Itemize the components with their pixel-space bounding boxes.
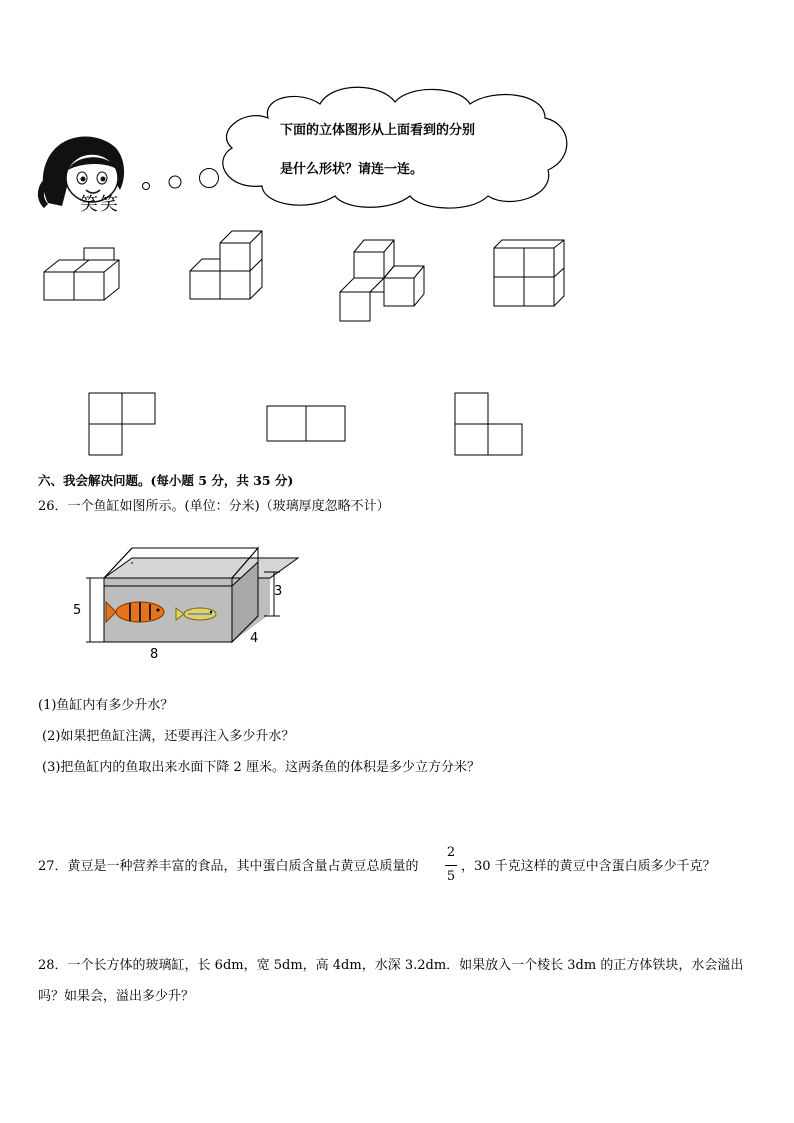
solid-figure-4 — [492, 238, 572, 310]
q26-sub1: (1)鱼缸内有多少升水？ — [38, 698, 174, 713]
q27-frac-bar — [445, 865, 457, 866]
cloud-text-line2: 是什么形状？请连一连。 — [280, 162, 424, 177]
solid-figure-2 — [190, 228, 270, 303]
top-view-shape-2 — [266, 405, 348, 443]
dim-length-label: 8 — [150, 647, 159, 662]
solid-figure-1 — [44, 244, 124, 304]
q27-fraction — [443, 846, 459, 886]
q26-sub3: (3)把鱼缸内的鱼取出来水面下降 2 厘米。这两条鱼的体积是多少立方分米？ — [42, 760, 480, 775]
solid-figure-3 — [340, 238, 430, 324]
q27-text-before: 27．黄豆是一种营养丰富的食品，其中蛋白质含量占黄豆总质量的 — [38, 859, 419, 874]
thought-bubbles — [0, 0, 794, 240]
dim-water-label: 3 — [274, 584, 283, 599]
q27-text-after: ，30 千克这样的黄豆中含蛋白质多少千克？ — [461, 859, 716, 874]
section-heading: 六、我会解决问题。(每小题 5 分，共 35 分) — [38, 473, 294, 488]
cloud-text-line1: 下面的立体图形从上面看到的分别 — [280, 123, 476, 138]
q27-frac-den: 5 — [446, 869, 456, 884]
q26-stem: 26．一个鱼缸如图所示。(单位：分米)（玻璃厚度忽略不计） — [38, 499, 390, 514]
dim-height-label: 5 — [73, 603, 82, 618]
q26-sub2: (2)如果把鱼缸注满，还要再注入多少升水？ — [42, 729, 295, 744]
dim-width-label: 4 — [250, 631, 259, 646]
girl-caption: 笑笑 — [80, 194, 120, 215]
speech-cloud — [223, 87, 567, 208]
q27-frac-num: 2 — [446, 845, 456, 860]
top-view-shape-1 — [88, 392, 158, 456]
q28-line1: 28．一个长方体的玻璃缸，长 6dm，宽 5dm，高 4dm，水深 3.2dm．如果放入一个棱长 3dm 的正方体铁块，水会溢出 — [38, 958, 744, 973]
q28-line2: 吗？如果会，溢出多少升？ — [38, 989, 195, 1004]
fish-tank-diagram — [68, 544, 298, 664]
top-view-shape-3 — [454, 392, 526, 456]
